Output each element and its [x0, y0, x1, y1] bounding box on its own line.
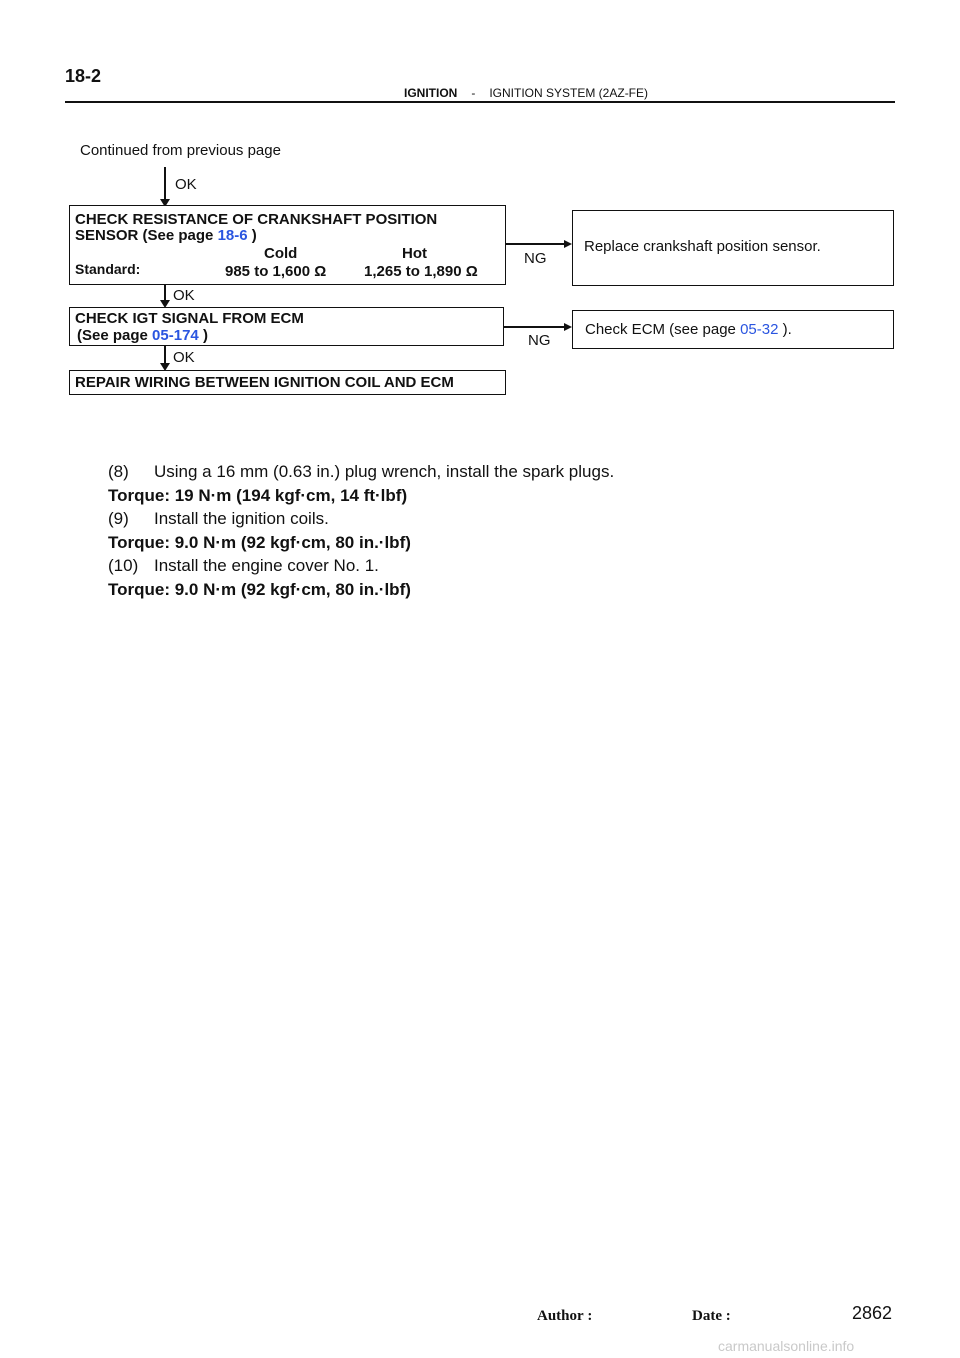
step-box-repair-wiring — [69, 370, 506, 395]
ng-label-1: NG — [524, 250, 547, 267]
hot-value: 1,265 to 1,890 Ω — [364, 263, 478, 280]
ng1-text: Replace crankshaft position sensor. — [584, 238, 821, 255]
header-separator: - — [471, 86, 476, 100]
ng-arrow-1 — [564, 240, 572, 248]
torque-spec: Torque: 9.0 N·m (92 kgf·cm, 80 in.·lbf) — [108, 579, 411, 599]
section-name: IGNITION — [404, 86, 458, 100]
step3-title: REPAIR WIRING BETWEEN IGNITION COIL AND ECM — [75, 374, 454, 391]
step2-page-link[interactable]: 05-174 — [152, 327, 199, 344]
header-rule — [65, 101, 895, 103]
section-header — [404, 86, 648, 100]
step1-page-link[interactable]: 18-6 — [217, 227, 248, 244]
col-hot-header: Hot — [402, 245, 427, 262]
ng-arrow-2 — [564, 323, 572, 331]
standard-label: Standard: — [75, 261, 141, 277]
step1-title-line2: SENSOR (See page 18-6 ) — [75, 227, 257, 244]
date-label: Date : — [692, 1308, 731, 1324]
author-label: Author : — [537, 1308, 593, 1324]
ng-action-check-ecm — [572, 310, 894, 349]
page-number: 18-2 — [65, 66, 102, 86]
subsection-name: IGNITION SYSTEM (2AZ-FE) — [489, 86, 649, 100]
torque-spec: Torque: 19 N·m (194 kgf·cm, 14 ft·lbf) — [108, 485, 408, 505]
ok-label-1: OK — [175, 176, 197, 193]
step2-title-line1: CHECK IGT SIGNAL FROM ECM — [75, 310, 304, 327]
ng-label-2: NG — [528, 332, 551, 349]
continued-label: Continued from previous page — [80, 142, 281, 159]
step1-title-line1: CHECK RESISTANCE OF CRANKSHAFT POSITION — [75, 211, 438, 228]
ng-connector-2 — [504, 326, 566, 328]
col-cold-header: Cold — [264, 245, 298, 262]
procedure-step: (9) Install the ignition coils. — [108, 509, 329, 528]
procedure-list — [108, 460, 614, 601]
ok-label-2: OK — [173, 287, 195, 304]
ok-label-3: OK — [173, 349, 195, 366]
procedure-step: (10) Install the engine cover No. 1. — [108, 556, 379, 575]
ng-connector-1 — [506, 243, 566, 245]
procedure-step: (8) Using a 16 mm (0.63 in.) plug wrench, install the spark plugs. — [108, 462, 615, 481]
step2-title-line2: (See page 05-174 ) — [77, 327, 208, 344]
cold-value: 985 to 1,600 Ω — [225, 263, 327, 280]
step-box-check-igt — [69, 307, 504, 346]
ng2-page-link[interactable]: 05-32 — [740, 321, 779, 338]
flow-connector-1 — [164, 167, 166, 203]
step-box-check-resistance — [69, 205, 506, 285]
watermark: carmanualsonline.info — [718, 1338, 855, 1354]
ng2-text: Check ECM (see page 05-32 ). — [585, 321, 792, 338]
footer-page-number: 2862 — [852, 1303, 893, 1323]
torque-spec: Torque: 9.0 N·m (92 kgf·cm, 80 in.·lbf) — [108, 532, 411, 552]
ng-action-replace-sensor — [572, 210, 894, 286]
